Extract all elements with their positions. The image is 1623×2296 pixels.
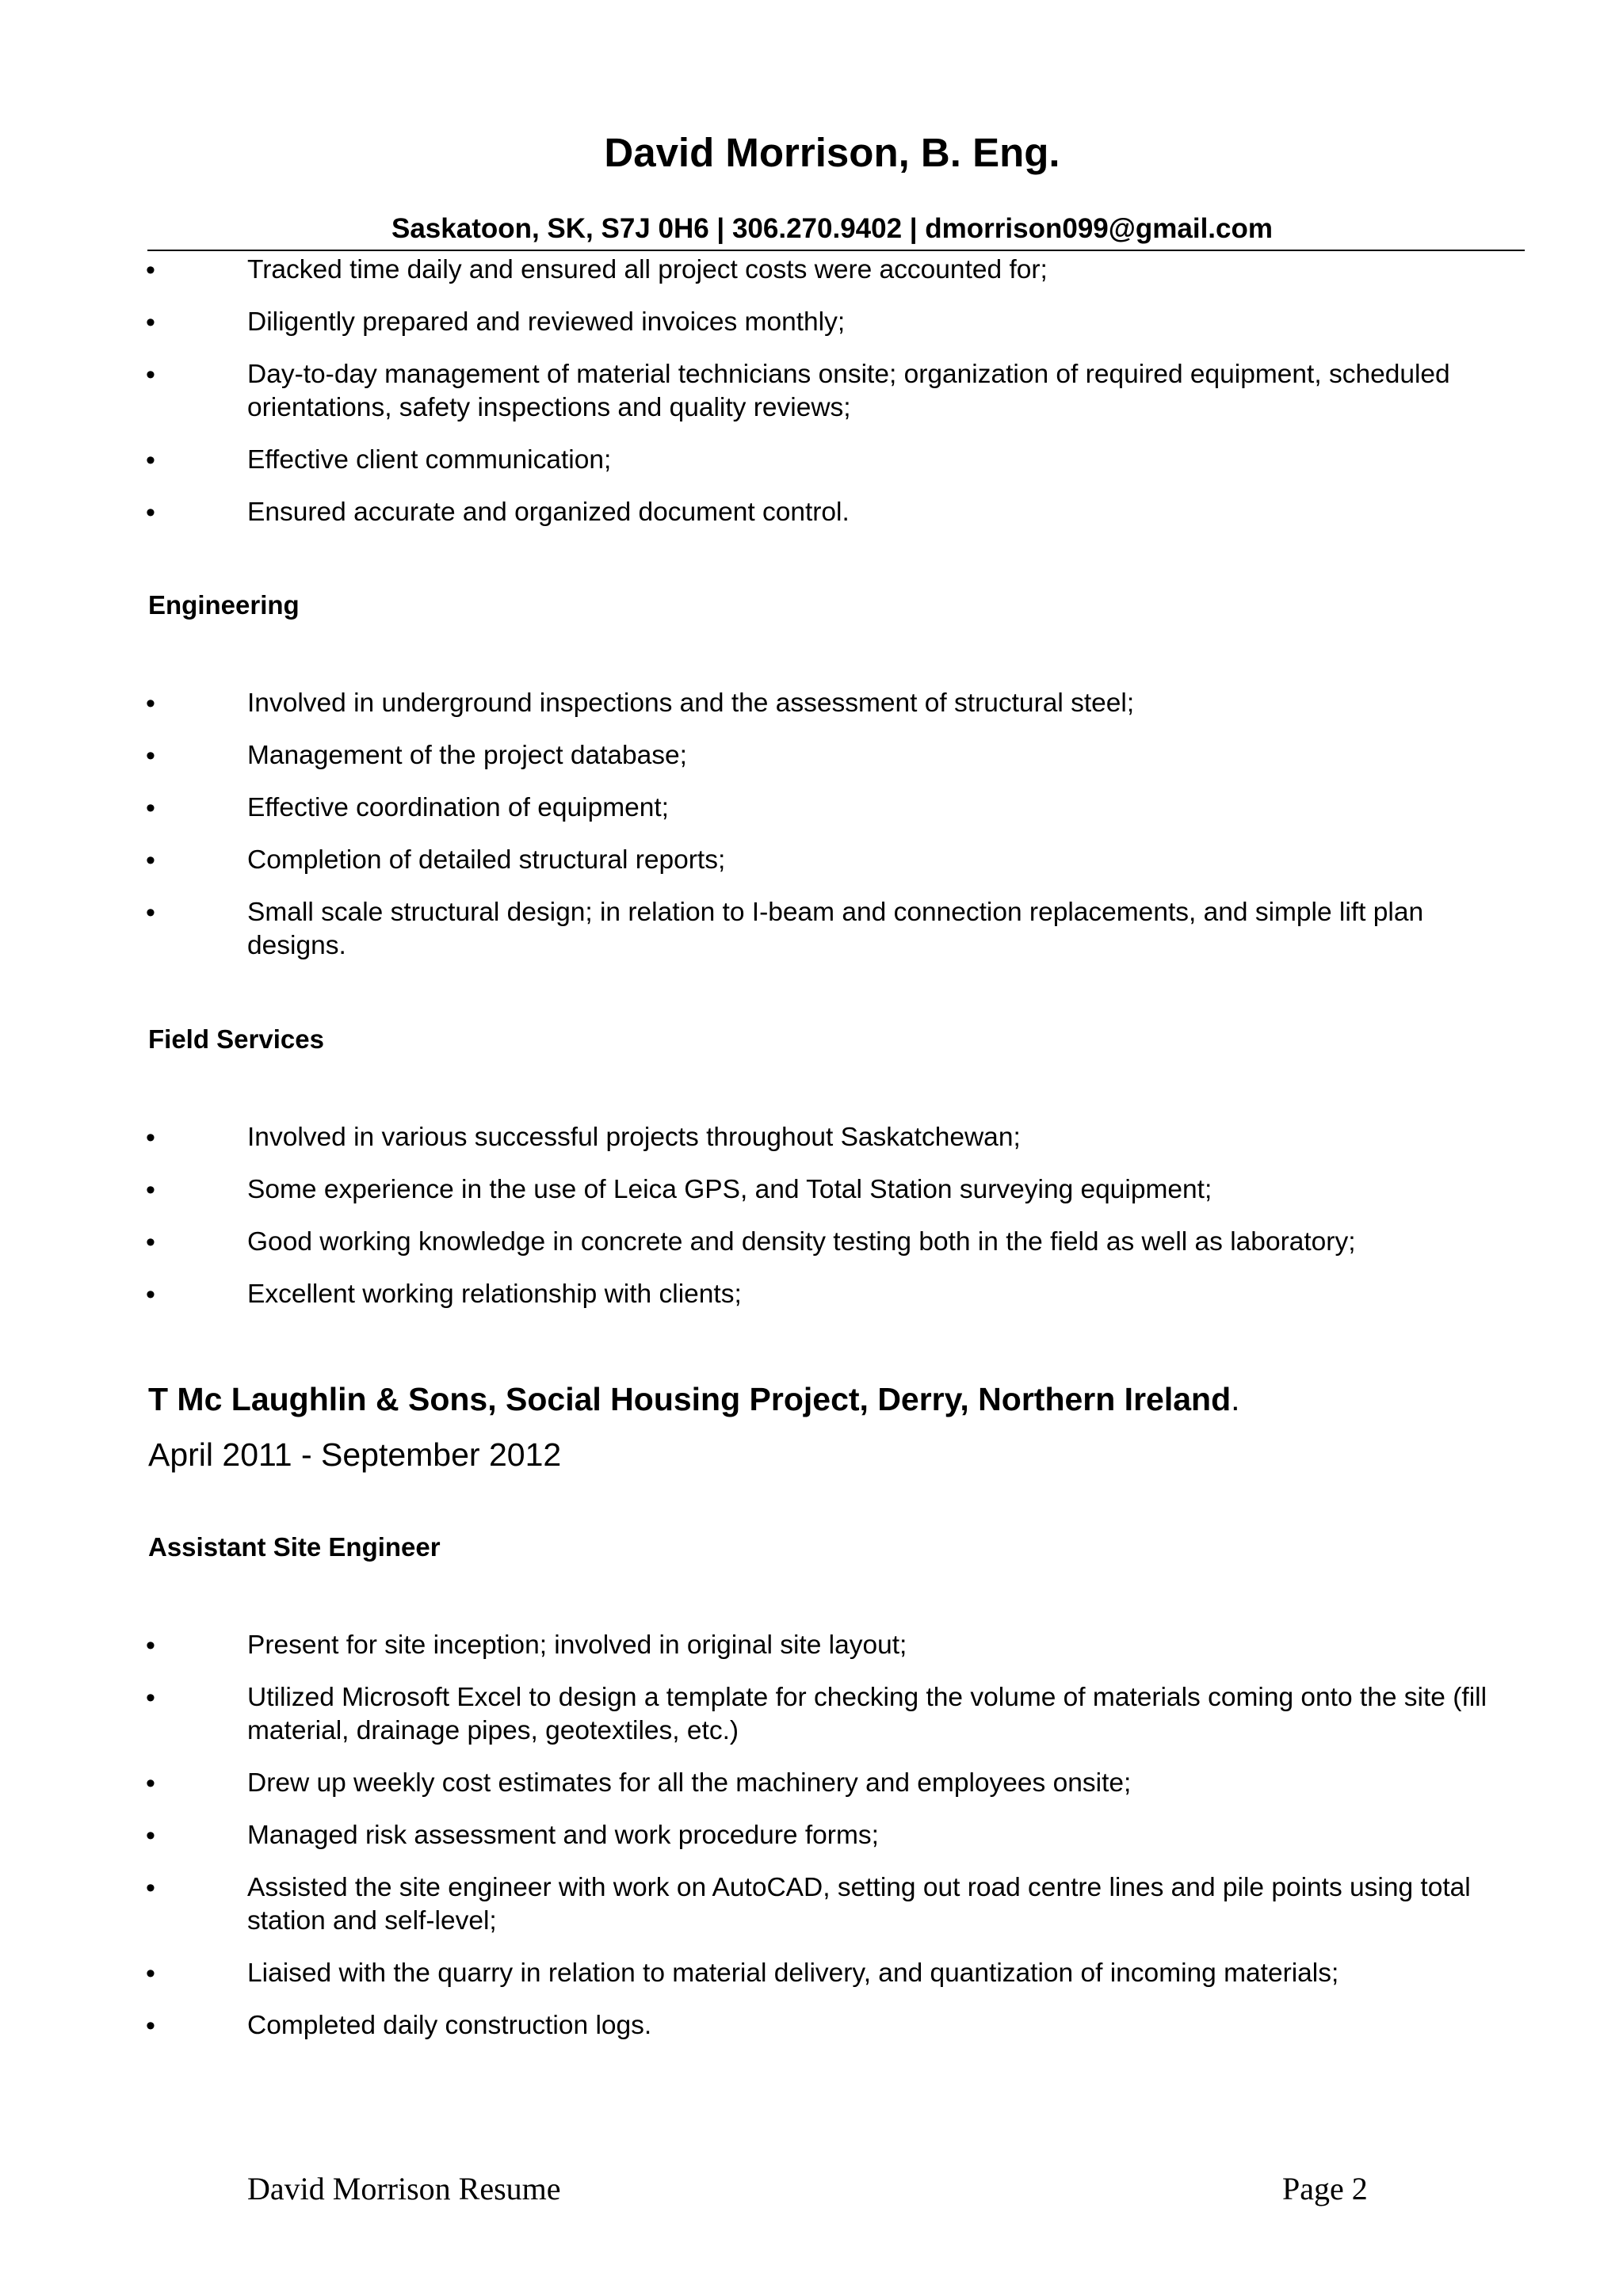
list-item bbox=[0, 444, 1623, 477]
list-item-text: Effective coordination of equipment; bbox=[247, 793, 669, 822]
list-item-text: Managed risk assessment and work procedure forms; bbox=[247, 1821, 879, 1850]
list-item-text: Day-to-day management of material technicians onsite; organization of required equipment, scheduled orientations, safety inspections and quality reviews; bbox=[247, 360, 1450, 422]
list-item bbox=[0, 306, 1623, 339]
list-item bbox=[0, 496, 1623, 529]
engineering-bullet-list bbox=[0, 687, 1623, 982]
section-heading-engineering: Engineering bbox=[148, 590, 300, 620]
bullet-icon: • bbox=[146, 1873, 155, 1903]
list-item bbox=[0, 1871, 1623, 1938]
field-services-bullet-list bbox=[0, 1121, 1623, 1330]
list-item bbox=[0, 791, 1623, 825]
bullet-icon: • bbox=[146, 498, 155, 528]
list-item-text: Good working knowledge in concrete and density testing both in the field as well as laboratory; bbox=[247, 1227, 1356, 1257]
bullet-icon: • bbox=[146, 1175, 155, 1205]
bullet-icon: • bbox=[146, 688, 155, 719]
bullet-icon: • bbox=[146, 1227, 155, 1257]
section-heading-field-services: Field Services bbox=[148, 1024, 324, 1054]
list-item bbox=[0, 844, 1623, 877]
list-item-text: Utilized Microsoft Excel to design a template for checking the volume of materials coming onto the site (fill material, drainage pipes, geotextiles, etc.) bbox=[247, 1683, 1487, 1745]
bullet-icon: • bbox=[146, 1821, 155, 1851]
bullet-icon: • bbox=[146, 741, 155, 771]
contact-line: Saskatoon, SK, S7J 0H6 | 306.270.9402 | dmorrison099@gmail.com bbox=[391, 213, 1273, 244]
list-item-text: Completed daily construction logs. bbox=[247, 2011, 652, 2040]
list-item bbox=[0, 1278, 1623, 1311]
top-bullet-list bbox=[0, 254, 1623, 548]
job-company bbox=[148, 1379, 1240, 1420]
company-name: T Mc Laughlin & Sons, Social Housing Project, Derry, Northern Ireland bbox=[148, 1381, 1232, 1417]
company-suffix: . bbox=[1231, 1381, 1240, 1417]
resume-name: David Morrison, B. Eng. bbox=[604, 130, 1060, 175]
list-item-text: Involved in various successful projects throughout Saskatchewan; bbox=[247, 1123, 1021, 1152]
list-item-text: Ensured accurate and organized document control. bbox=[247, 498, 850, 527]
bullet-icon: • bbox=[146, 1683, 155, 1713]
footer-page-number: Page 2 bbox=[1282, 2171, 1368, 2206]
list-item bbox=[0, 1767, 1623, 1800]
list-item bbox=[0, 1681, 1623, 1748]
bullet-icon: • bbox=[146, 845, 155, 875]
list-item bbox=[0, 739, 1623, 772]
job-dates: April 2011 - September 2012 bbox=[148, 1436, 562, 1473]
list-item bbox=[0, 2009, 1623, 2042]
list-item-text: Present for site inception; involved in original site layout; bbox=[247, 1630, 907, 1660]
list-item-text: Some experience in the use of Leica GPS, and Total Station surveying equipment; bbox=[247, 1175, 1212, 1204]
list-item-text: Involved in underground inspections and the assessment of structural steel; bbox=[247, 688, 1135, 718]
list-item bbox=[0, 687, 1623, 720]
bullet-icon: • bbox=[146, 360, 155, 390]
bullet-icon: • bbox=[146, 1958, 155, 1989]
list-item-text: Excellent working relationship with clients; bbox=[247, 1280, 742, 1309]
bullet-icon: • bbox=[146, 1123, 155, 1153]
list-item bbox=[0, 1121, 1623, 1154]
job-role-heading: Assistant Site Engineer bbox=[148, 1532, 441, 1562]
list-item bbox=[0, 896, 1623, 963]
list-item-text: Assisted the site engineer with work on AutoCAD, setting out road centre lines and pile points using total station and self-level; bbox=[247, 1873, 1471, 1936]
list-item-text: Management of the project database; bbox=[247, 741, 687, 770]
list-item-text: Tracked time daily and ensured all project costs were accounted for; bbox=[247, 255, 1048, 284]
list-item-text: Completion of detailed structural reports; bbox=[247, 845, 726, 875]
job-duties-bullet-list bbox=[0, 1629, 1623, 2061]
list-item-text: Drew up weekly cost estimates for all the machinery and employees onsite; bbox=[247, 1768, 1132, 1798]
bullet-icon: • bbox=[146, 898, 155, 928]
list-item-text: Effective client communication; bbox=[247, 445, 612, 475]
list-item bbox=[0, 1819, 1623, 1852]
bullet-icon: • bbox=[146, 1630, 155, 1661]
list-item bbox=[0, 1629, 1623, 1662]
list-item bbox=[0, 358, 1623, 425]
bullet-icon: • bbox=[146, 255, 155, 285]
footer-title: David Morrison Resume bbox=[247, 2171, 561, 2206]
list-item-text: Diligently prepared and reviewed invoices monthly; bbox=[247, 307, 846, 337]
bullet-icon: • bbox=[146, 1768, 155, 1798]
bullet-icon: • bbox=[146, 2011, 155, 2041]
list-item bbox=[0, 254, 1623, 287]
list-item bbox=[0, 1173, 1623, 1207]
bullet-icon: • bbox=[146, 793, 155, 823]
list-item-text: Small scale structural design; in relation to I-beam and connection replacements, and simple lift plan designs. bbox=[247, 898, 1424, 960]
bullet-icon: • bbox=[146, 445, 155, 475]
list-item bbox=[0, 1226, 1623, 1259]
header-divider bbox=[147, 250, 1525, 251]
bullet-icon: • bbox=[146, 307, 155, 338]
list-item-text: Liaised with the quarry in relation to material delivery, and quantization of incoming materials; bbox=[247, 1958, 1339, 1988]
list-item bbox=[0, 1957, 1623, 1990]
bullet-icon: • bbox=[146, 1280, 155, 1310]
